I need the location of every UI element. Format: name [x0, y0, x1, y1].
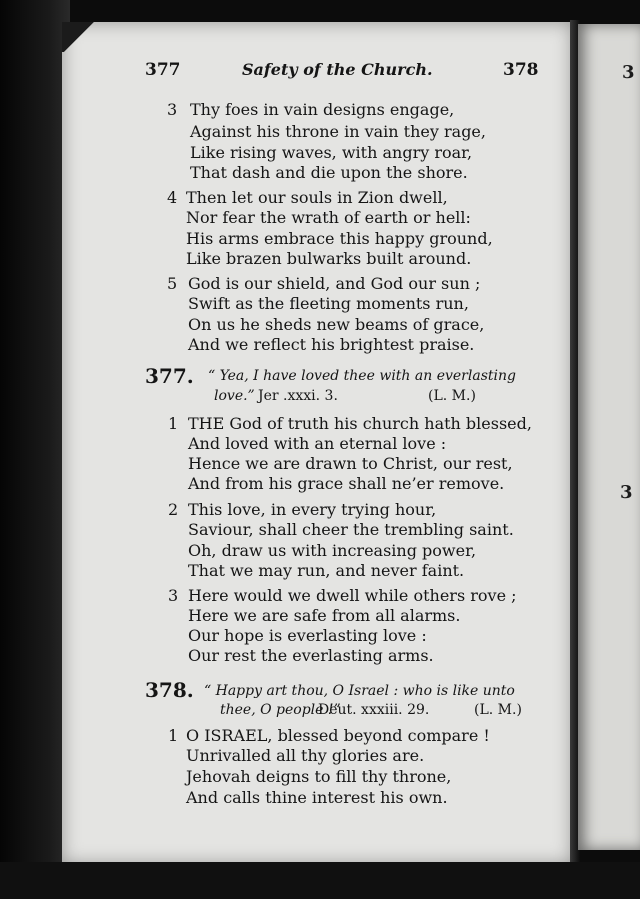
verse-line: Swift as the fleeting moments run, [188, 294, 469, 313]
verse-line: And from his grace shall ne’er remove. [188, 474, 505, 493]
hymn-meter: (L. M.) [474, 702, 522, 718]
running-title: Safety of the Church. [242, 60, 433, 79]
hymn-epigraph-line2: love.” [214, 388, 255, 404]
page-number-right: 378 [503, 60, 539, 80]
verse-line: This love, in every trying hour, [188, 500, 437, 519]
verse-line: And calls thine interest his own. [186, 788, 448, 807]
page-number-left: 377 [145, 60, 181, 80]
verse-line: Our hope is everlasting love : [188, 626, 427, 645]
scripture-reference: Jer .xxxi. 3. [258, 388, 338, 404]
stanza-number: 3 [167, 100, 178, 119]
scripture-reference: Deut. xxxiii. 29. [318, 702, 430, 718]
verse-line: Hence we are drawn to Christ, our rest, [188, 454, 513, 473]
hymn-meter: (L. M.) [428, 388, 476, 404]
hymn-epigraph-line1: “ Happy art thou, O Israel : who is like unto [204, 683, 515, 699]
verse-line: His arms embrace this happy ground, [186, 229, 493, 248]
stanza-number: 1 [168, 414, 179, 433]
verse-line: O ISRAEL, blessed beyond compare ! [186, 726, 490, 745]
verse-line: And we reflect his brightest praise. [188, 335, 475, 354]
verse-line: Oh, draw us with increasing power, [188, 541, 477, 560]
stanza-number: 5 [167, 274, 178, 293]
verse-line: THE God of truth his church hath blessed, [188, 414, 532, 433]
verse-line: Like rising waves, with angry roar, [190, 143, 473, 162]
verse-line: Jehovah deigns to fill thy throne, [186, 767, 452, 786]
stanza-number: 4 [167, 188, 178, 207]
verse-line: That we may run, and never faint. [188, 561, 465, 580]
verse-line: Our rest the everlasting arms. [188, 646, 434, 665]
hymn-number: 378. [145, 678, 194, 702]
verse-line: Unrivalled all thy glories are. [186, 746, 425, 765]
verse-line: Saviour, shall cheer the trembling saint. [188, 520, 514, 539]
next-page-number-mid: 3 [620, 482, 633, 503]
verse-line: Then let our souls in Zion dwell, [186, 188, 448, 207]
hymn-number: 377. [145, 364, 194, 388]
verse-line: Nor fear the wrath of earth or hell: [186, 208, 471, 227]
verse-line: And loved with an eternal love : [188, 434, 447, 453]
stanza-number: 3 [168, 586, 179, 605]
verse-line: God is our shield, and God our sun ; [188, 274, 481, 293]
verse-line: Like brazen bulwarks built around. [186, 249, 472, 268]
verse-line: Against his throne in vain they rage, [190, 122, 486, 141]
hymn-epigraph-line1: “ Yea, I have loved thee with an everlasting [208, 368, 516, 384]
verse-line: Here would we dwell while others rove ; [188, 586, 517, 605]
verse-line: On us he sheds new beams of grace, [188, 315, 485, 334]
verse-line: Thy foes in vain designs engage, [190, 100, 455, 119]
stanza-number: 2 [168, 500, 179, 519]
stanza-number: 1 [168, 726, 179, 745]
verse-line: That dash and die upon the shore. [190, 163, 468, 182]
hymn-epigraph-line2: thee, O people !” [220, 702, 341, 718]
next-page-number-top: 3 [622, 62, 635, 83]
verse-line: Here we are safe from all alarms. [188, 606, 461, 625]
